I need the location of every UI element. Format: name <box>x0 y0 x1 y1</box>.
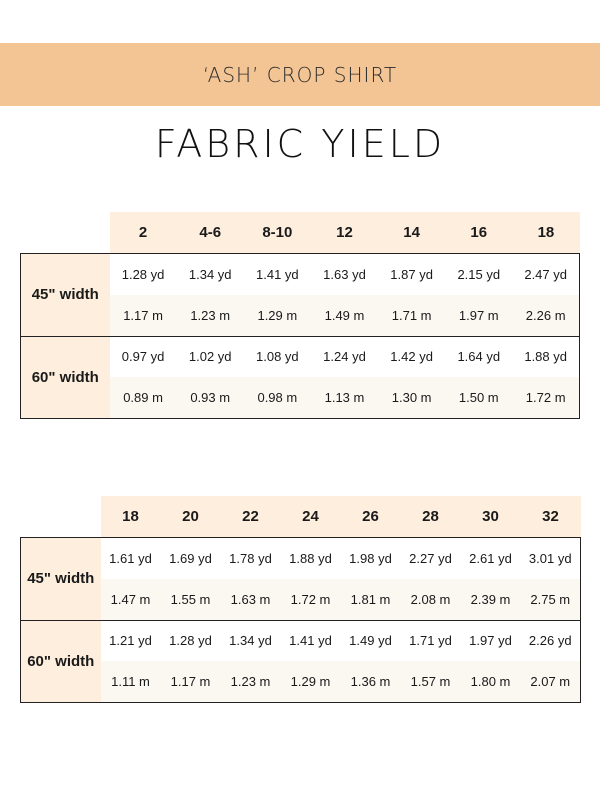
meters-cell: 1.57 m <box>401 661 461 702</box>
meters-cell: 1.50 m <box>445 377 512 418</box>
meters-cell: 2.07 m <box>521 661 581 702</box>
meters-cell: 1.30 m <box>378 377 445 418</box>
yardage-cell: 1.21 yd <box>101 620 161 661</box>
yardage-cell: 1.28 yd <box>110 253 177 295</box>
meters-cell: 2.39 m <box>461 579 521 620</box>
fabric-width-label: 45" width <box>21 253 110 336</box>
yardage-cell: 1.41 yd <box>281 620 341 661</box>
pattern-name: ‘ASH’ CROP SHIRT <box>202 62 398 87</box>
meters-cell: 1.23 m <box>177 295 244 336</box>
corner-cell <box>21 496 101 537</box>
page-title: FABRIC YIELD <box>154 122 446 166</box>
meters-cell: 1.47 m <box>101 579 161 620</box>
size-header: 14 <box>378 212 445 253</box>
size-header: 28 <box>401 496 461 537</box>
meters-cell: 0.98 m <box>244 377 311 418</box>
yardage-cell: 1.08 yd <box>244 336 311 377</box>
meters-cell: 1.81 m <box>341 579 401 620</box>
meters-cell: 1.72 m <box>512 377 579 418</box>
table-row <box>21 620 581 661</box>
yardage-cell: 3.01 yd <box>521 537 581 579</box>
size-header: 8-10 <box>244 212 311 253</box>
fabric-width-label: 45" width <box>21 537 101 620</box>
yardage-cell: 1.69 yd <box>161 537 221 579</box>
meters-cell: 2.75 m <box>521 579 581 620</box>
yardage-cell: 2.27 yd <box>401 537 461 579</box>
size-header: 18 <box>101 496 161 537</box>
yardage-cell: 2.26 yd <box>521 620 581 661</box>
meters-cell: 1.36 m <box>341 661 401 702</box>
table-row <box>21 661 581 702</box>
yardage-cell: 1.87 yd <box>378 253 445 295</box>
size-header: 24 <box>281 496 341 537</box>
meters-cell: 2.08 m <box>401 579 461 620</box>
yardage-cell: 1.88 yd <box>281 537 341 579</box>
size-header: 18 <box>512 212 579 253</box>
meters-cell: 1.55 m <box>161 579 221 620</box>
yardage-cell: 2.15 yd <box>445 253 512 295</box>
yardage-cell: 1.98 yd <box>341 537 401 579</box>
meters-cell: 0.89 m <box>110 377 177 418</box>
meters-cell: 1.80 m <box>461 661 521 702</box>
meters-cell: 1.97 m <box>445 295 512 336</box>
size-header: 22 <box>221 496 281 537</box>
size-header: 2 <box>110 212 177 253</box>
fabric-width-label: 60" width <box>21 620 101 702</box>
yardage-cell: 1.28 yd <box>161 620 221 661</box>
size-header: 20 <box>161 496 221 537</box>
yardage-cell: 2.47 yd <box>512 253 579 295</box>
yardage-cell: 1.63 yd <box>311 253 378 295</box>
yardage-cell: 1.88 yd <box>512 336 579 377</box>
meters-cell: 1.17 m <box>110 295 177 336</box>
table-row <box>21 537 581 579</box>
size-header-row <box>21 212 580 253</box>
size-header: 30 <box>461 496 521 537</box>
yardage-cell: 2.61 yd <box>461 537 521 579</box>
meters-cell: 1.13 m <box>311 377 378 418</box>
table-row <box>21 336 580 377</box>
size-header-row <box>21 496 581 537</box>
yardage-cell: 1.34 yd <box>221 620 281 661</box>
yardage-cell: 1.02 yd <box>177 336 244 377</box>
fabric-width-label: 60" width <box>21 336 110 418</box>
meters-cell: 1.63 m <box>221 579 281 620</box>
meters-cell: 2.26 m <box>512 295 579 336</box>
size-header: 12 <box>311 212 378 253</box>
size-header: 16 <box>445 212 512 253</box>
yardage-cell: 1.64 yd <box>445 336 512 377</box>
fabric-yield-table-1 <box>20 212 580 419</box>
table-row <box>21 579 581 620</box>
meters-cell: 1.71 m <box>378 295 445 336</box>
meters-cell: 1.29 m <box>244 295 311 336</box>
meters-cell: 1.72 m <box>281 579 341 620</box>
title-banner <box>0 43 600 106</box>
corner-cell <box>21 212 110 253</box>
meters-cell: 1.17 m <box>161 661 221 702</box>
size-header: 32 <box>521 496 581 537</box>
meters-cell: 1.11 m <box>101 661 161 702</box>
yardage-cell: 1.61 yd <box>101 537 161 579</box>
size-header: 26 <box>341 496 401 537</box>
yardage-cell: 1.24 yd <box>311 336 378 377</box>
meters-cell: 1.23 m <box>221 661 281 702</box>
fabric-yield-table-2 <box>20 496 581 703</box>
yardage-cell: 1.41 yd <box>244 253 311 295</box>
meters-cell: 1.49 m <box>311 295 378 336</box>
meters-cell: 0.93 m <box>177 377 244 418</box>
yardage-cell: 0.97 yd <box>110 336 177 377</box>
yardage-cell: 1.49 yd <box>341 620 401 661</box>
table-row <box>21 253 580 295</box>
yardage-cell: 1.42 yd <box>378 336 445 377</box>
size-header: 4-6 <box>177 212 244 253</box>
yardage-cell: 1.97 yd <box>461 620 521 661</box>
yardage-cell: 1.34 yd <box>177 253 244 295</box>
yardage-cell: 1.78 yd <box>221 537 281 579</box>
yardage-cell: 1.71 yd <box>401 620 461 661</box>
meters-cell: 1.29 m <box>281 661 341 702</box>
